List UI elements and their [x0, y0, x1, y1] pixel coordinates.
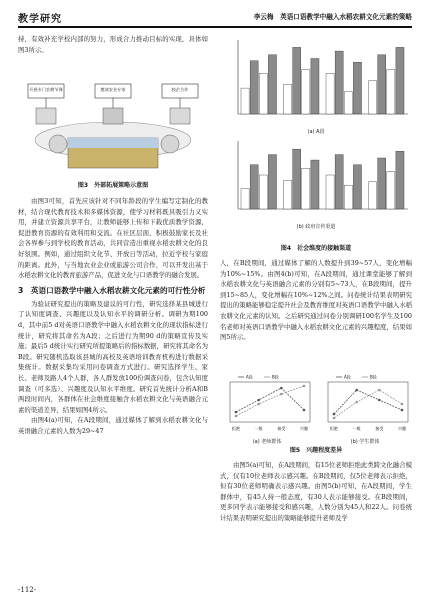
bar — [293, 47, 301, 114]
plot-frame — [230, 382, 310, 422]
page-header — [18, 10, 412, 26]
bar — [250, 61, 258, 114]
bar — [311, 160, 319, 209]
bar — [241, 88, 249, 114]
running-title: 李云梅 英语口语教学中融入水稻农耕文化元素的策略 — [253, 13, 412, 21]
figure-3 — [18, 80, 208, 178]
figure-5a — [220, 372, 314, 445]
bar — [387, 70, 395, 114]
intro-paragraph: 持，有效补充学校内部的努力，形成合力推动目标的实现，具体如图3所示。 — [18, 35, 208, 54]
bar — [378, 158, 386, 209]
fig5-caption-wrap — [220, 446, 412, 457]
bar — [353, 165, 361, 209]
plot-frame — [328, 382, 408, 422]
legend-label: A段 — [246, 374, 253, 380]
data-point — [333, 417, 336, 420]
figure-3-caption: 图3 外部拓展策略示意图 — [77, 182, 149, 189]
data-point — [303, 385, 306, 388]
figure-4b-chart — [220, 135, 412, 219]
section-3-title: 3 英语口语教学中融入水稻农耕文化元素的可行性分析 — [18, 285, 206, 295]
figure-5b-chart — [318, 372, 412, 434]
bar — [268, 55, 276, 114]
fig3-caption-wrap — [18, 181, 208, 192]
page-number: -112- — [18, 586, 37, 594]
right-paragraph-2: 由图5(a)可知，在A段期间，有15位老师拒绝此类跨文化融合模式，仅有10位老师表示感兴趣。在B段期间，仅5位老师表示拒绝，但有30位老师明确表示感兴趣。由图5(b)可知，在A段期间，学生群体中，有45人持一般态度，有30人表示能够接受。在B段期间，更多同学表示能够接受和感兴趣，人数分别为45人和22人。问卷统计结果表明研究提出的策略能够提升老师及学 — [220, 461, 412, 522]
data-point — [355, 401, 358, 404]
data-point — [280, 393, 283, 396]
legend-label: A段 — [344, 374, 351, 380]
figure-5 — [220, 372, 412, 445]
figure-4b-subcaption: (b) 政府宣传渠道 — [296, 224, 336, 230]
figure-5a-subcaption: (a) 老师群体 — [252, 439, 282, 445]
right-paragraph-1-wrap — [220, 258, 412, 343]
bar — [284, 180, 292, 209]
header-rule — [18, 26, 412, 28]
bar — [259, 175, 267, 209]
bar — [268, 155, 276, 209]
data-point — [401, 409, 404, 412]
data-point — [333, 413, 336, 416]
bar — [353, 62, 361, 114]
left-paragraph-2: 为验证研究提出的策略及建议的可行性，研究选择某县城进行了认知度调查、兴趣度以及认知水平的调研分析。调研为期100 d，其中前5 d对英语口语教学中融入水稻农耕文化的现状指标进行统计，研究将其命名为A段；之后进行为期90 d的策略宣传及实施；最后5 d统计实行研究所提策略后的指标数据，研究将其命名为B段。研究随机选取该县城的高校及英语培训教育机构进行数据采集统计。数据采集均采用问卷调查方式进行。研究选择学生、家长、老师及路人4个人群，各人群发放100份调查问卷，包含认知度调查（可多选）、兴趣度及认知水平维度。研究首先统计分析A和B两段时间内，各群体在社会维度接触含水稻农耕文化与英语融合元素的渠道差异，结果如图4所示。 — [18, 299, 208, 414]
bar — [241, 189, 249, 209]
data-point — [257, 403, 260, 406]
data-point — [280, 387, 283, 390]
fig3-box-1: 开展专门农耕节课 — [29, 87, 63, 92]
data-point — [401, 403, 404, 406]
data-point — [355, 389, 358, 392]
bar — [369, 81, 377, 114]
left-column-body — [18, 196, 208, 436]
bar — [259, 73, 267, 114]
data-point — [235, 415, 238, 418]
figure-5a-chart — [220, 372, 314, 434]
x-tick-label: 兴趣 — [398, 426, 406, 431]
bar — [284, 84, 292, 114]
bar — [326, 175, 334, 209]
fig3-box-3: 校企合作 — [171, 87, 189, 92]
figure-4a-subcaption: (a) A段 — [307, 129, 325, 135]
figure-4 — [220, 34, 412, 230]
data-point — [257, 399, 260, 402]
left-paragraph-1: 由图3可知，首先应该针对不同年龄段的学生编写定制化的教材，结合现代教育技术和多媒体资源，使学习材料既具吸引力又实用，并建立资源共享平台，让教师能够上传和下载优质教学资源，促进教育资源的有效利用和交流。在社区层面，积极鼓励家长及社会各界参与到学校的教育活动，共同营造出重视水稻农耕文化的良好氛围。例如，通过组织文化节、开放日等活动，拉近学校与家庭的距离。此外，与当地农业企业或旅游公司合作，可以开发出基于水稻农耕文化的教育旅游产品，促进文化与口语教学的融合发展。 — [18, 197, 208, 280]
data-point — [378, 389, 381, 392]
bar — [335, 51, 343, 114]
bar — [250, 165, 258, 209]
bar — [344, 185, 352, 209]
bar — [344, 92, 352, 114]
data-point — [378, 399, 381, 402]
figure-3-diagram — [18, 80, 208, 178]
legend-label: B段 — [370, 374, 377, 380]
right-paragraph-1: 人，在B段期间，通过媒体了解的人数提升到39~57人，变化增幅为10%~15%。由图4(b)可知，在A段期间，通过课堂能够了解到水稻农耕文化与英语融合元素的分别有5~73人，在B段期间，提升到15~85人，变化增幅在10%~12%之间。问卷统计结果表明研究提出的策略能够稳定提升社会及教育维度对英语口语教学中融入水稻农耕文化元素的认知。之后研究通过问卷分别调研100名学生及100名老师对英语口语教学中融入水稻农耕文化元素的兴趣程度，结果如图5所示。 — [220, 259, 412, 342]
right-paragraph-2-wrap — [220, 460, 412, 524]
left-paragraph-3: 由图4(a)可知，在A段期间，通过媒体了解到水稻农耕文化与英语融合元素的人数为29~47 — [18, 416, 208, 435]
bar — [369, 182, 377, 209]
x-tick-label: 一般 — [352, 426, 361, 431]
journal-name: 教学研究 — [18, 14, 62, 25]
data-point — [235, 411, 238, 414]
x-tick-label: 接受 — [277, 426, 286, 431]
bar — [335, 155, 343, 209]
legend-label: B段 — [272, 374, 279, 380]
series-a-line — [236, 388, 304, 412]
figure-5b-subcaption: (b) 学生群体 — [350, 439, 380, 445]
series-b-line — [334, 390, 402, 418]
fig4-caption-wrap — [220, 244, 412, 255]
bar — [378, 55, 386, 114]
x-tick-label: 一般 — [254, 426, 263, 431]
x-tick-label: 拒绝 — [330, 426, 338, 431]
x-tick-label: 接受 — [375, 426, 384, 431]
figure-5-caption: 图5 兴趣程度差异 — [289, 447, 343, 454]
bar — [396, 151, 404, 209]
bar — [326, 73, 334, 114]
figure-4a-chart — [220, 34, 412, 124]
series-b-line — [236, 386, 304, 416]
x-tick-label: 兴趣 — [300, 426, 308, 431]
figure-5b — [318, 372, 412, 445]
bar — [302, 168, 310, 209]
bar — [293, 149, 301, 209]
fig3-box-2: 邀请农业专家 — [100, 87, 126, 92]
x-tick-label: 拒绝 — [232, 426, 240, 431]
bar — [387, 172, 395, 209]
left-column — [18, 34, 208, 55]
data-point — [303, 409, 306, 412]
bar — [302, 70, 310, 114]
figure-4-caption: 图4 社会维度的接触渠道 — [280, 245, 352, 252]
bar — [311, 59, 319, 115]
bar — [396, 47, 404, 114]
